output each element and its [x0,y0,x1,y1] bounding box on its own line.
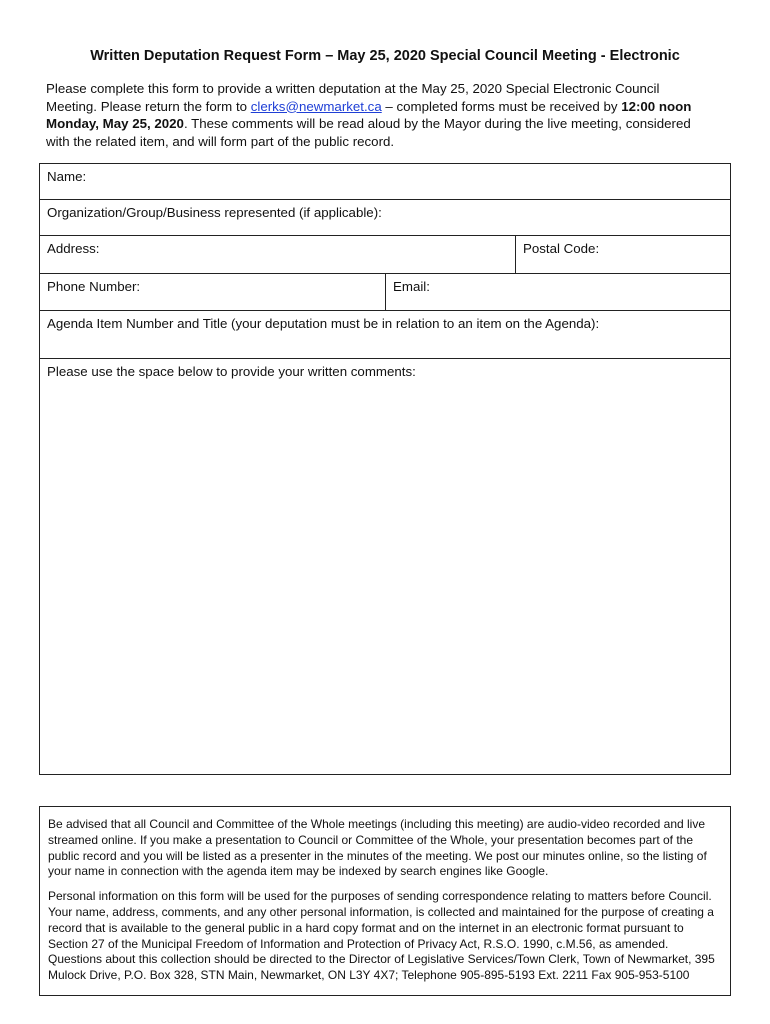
organization-label: Organization/Group/Business represented (if applicable): [47,205,382,220]
agenda-item-field[interactable] [40,311,730,359]
intro-text-1: Please complete this form to provide a written deputation at the May 25, 2020 Special Electronic Council Meeting. Please return the form to [46,81,660,114]
postal-code-label: Postal Code: [523,241,600,256]
clerks-email-link[interactable]: clerks@newmarket.ca [250,98,382,114]
comments-label: Please use the space below to provide your written comments: [47,364,416,379]
intro-text-3: . These comments will be read aloud by the Mayor during the live meeting, considered with the related item, and will form part of the public record. [46,116,691,149]
recording-notice: Be advised that all Council and Committee of the Whole meetings (including this meeting) are audio-video recorded and live streamed online. If you make a presentation to Council or Committee of the Whole, your presentation becomes part of the public record and you will be listed as a presenter in the minutes of the meeting. We post our minutes online, so the listing of your name in connection with the agenda item may be indexed by search engines like Google. [48,817,707,879]
organization-field[interactable] [40,200,730,236]
address-label: Address: [47,241,100,256]
comments-field[interactable] [40,359,730,774]
name-field[interactable] [40,164,730,200]
personal-information-notice: Personal information on this form will be used for the purposes of sending correspondence relating to matters before Council. Your name, address, comments, and any other personal information, is collected and maintained for the purpose of creating a record that is available to the general public in a hard copy format and on the internet in an electronic format pursuant to Section 27 of the Municipal Freedom of Information and Protection of Privacy Act, R.S.O. 1990, c.M.56, as amended. Questions about this collection should be directed to the Director of Legislative Services/Town Clerk, Town of Newmarket, 395 Mulock Drive, P.O. Box 328, STN Main, Newmarket, ON L3Y 4X7; Telephone 905-895-5193 Ext. 2211 Fax 905-953-5100 [48,889,715,983]
address-field[interactable] [40,236,515,273]
email-field[interactable] [385,274,730,310]
intro-text-2: – completed forms must be received by [381,98,622,114]
contact-row [40,274,730,311]
intro-paragraph [46,80,706,150]
postal-code-field[interactable] [515,236,730,273]
privacy-notice [39,806,731,996]
email-label: Email: [393,279,430,294]
name-label: Name: [47,169,87,184]
phone-field[interactable] [40,274,385,310]
deputation-form [39,163,731,775]
deadline-text: 12:00 noon Monday, May 25, 2020 [46,98,692,131]
phone-label: Phone Number: [47,279,141,294]
form-title: Written Deputation Request Form – May 25, 2020 Special Council Meeting - Electronic [90,48,680,64]
address-row [40,236,730,274]
agenda-label: Agenda Item Number and Title (your deputation must be in relation to an item on the Agenda): [47,316,600,331]
